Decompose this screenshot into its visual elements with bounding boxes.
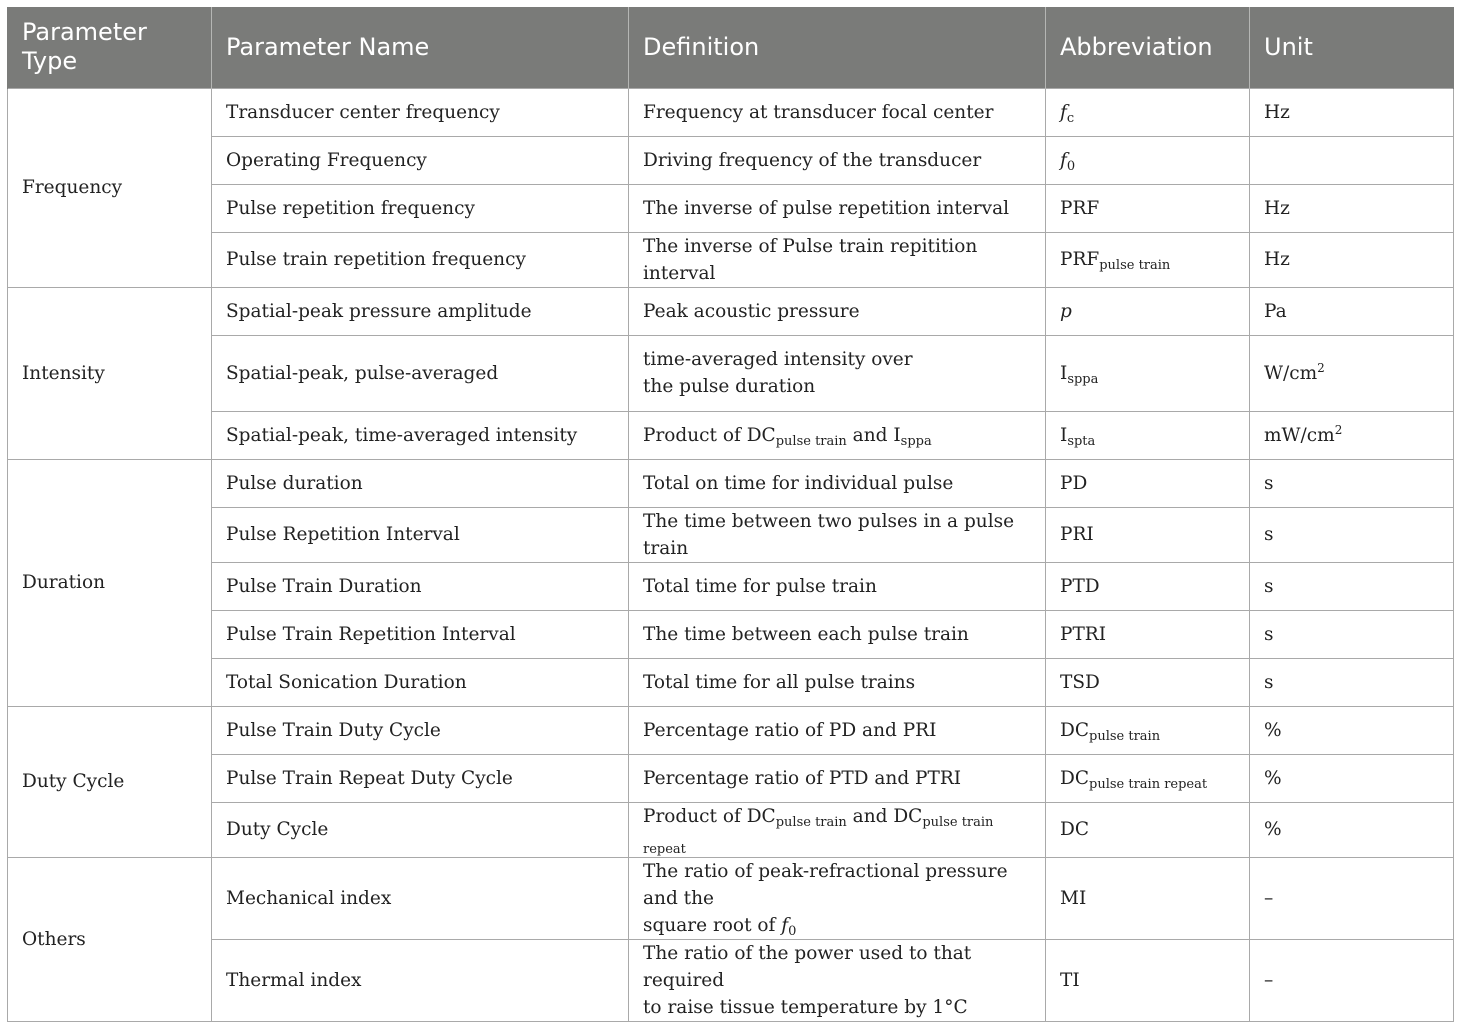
abbr-sub: sppa bbox=[1067, 371, 1099, 387]
parameter-table-container bbox=[7, 7, 1453, 1022]
definition: The inverse of pulse repetition interval bbox=[629, 184, 1046, 232]
abbr-main: p bbox=[1060, 300, 1072, 322]
unit-sup: 2 bbox=[1317, 360, 1325, 375]
definition: The inverse of Pulse train repitition interval bbox=[629, 232, 1046, 287]
abbreviation: PD bbox=[1046, 459, 1250, 507]
header-row bbox=[8, 7, 1454, 88]
parameter-name: Pulse repetition frequency bbox=[212, 184, 629, 232]
definition: The time between each pulse train bbox=[629, 610, 1046, 658]
definition: Frequency at transducer focal center bbox=[629, 88, 1046, 136]
abbreviation: PRI bbox=[1046, 507, 1250, 562]
table-row bbox=[8, 411, 1454, 459]
parameter-name: Duty Cycle bbox=[212, 802, 629, 857]
definition: Driving frequency of the transducer bbox=[629, 136, 1046, 184]
table-row bbox=[8, 857, 1454, 939]
unit: s bbox=[1250, 459, 1454, 507]
table-row bbox=[8, 287, 1454, 335]
parameter-name: Pulse Train Duty Cycle bbox=[212, 706, 629, 754]
definition-sub: pulse train bbox=[775, 433, 847, 449]
header-definition: Definition bbox=[629, 7, 1046, 88]
definition-line: to raise tissue temperature by 1°C bbox=[643, 996, 968, 1018]
table-row bbox=[8, 335, 1454, 411]
abbreviation: DC bbox=[1046, 802, 1250, 857]
header-abbreviation: Abbreviation bbox=[1046, 7, 1250, 88]
parameter-name: Pulse Train Repetition Interval bbox=[212, 610, 629, 658]
parameter-name: Spatial-peak pressure amplitude bbox=[212, 287, 629, 335]
header-parameter-type: Parameter Type bbox=[8, 7, 212, 88]
abbr-main: DC bbox=[1060, 767, 1089, 789]
abbreviation: TSD bbox=[1046, 658, 1250, 706]
definition-line: The ratio of the power used to that required bbox=[643, 942, 972, 991]
abbreviation bbox=[1046, 754, 1250, 802]
abbr-main: PRF bbox=[1060, 249, 1100, 270]
parameter-name: Pulse Train Repeat Duty Cycle bbox=[212, 754, 629, 802]
definition-var: f bbox=[781, 914, 789, 936]
definition bbox=[629, 939, 1046, 1021]
group-duty-cycle: Duty Cycle bbox=[8, 706, 212, 857]
definition bbox=[629, 857, 1046, 939]
abbr-sub: c bbox=[1066, 110, 1075, 126]
table-row bbox=[8, 507, 1454, 562]
parameter-name: Transducer center frequency bbox=[212, 88, 629, 136]
definition: Total on time for individual pulse bbox=[629, 459, 1046, 507]
unit: s bbox=[1250, 658, 1454, 706]
parameter-name: Spatial-peak, pulse-averaged bbox=[212, 335, 629, 411]
definition-part: and DC bbox=[846, 805, 923, 827]
definition bbox=[629, 802, 1046, 857]
table-row bbox=[8, 136, 1454, 184]
definition-line: square root of bbox=[643, 914, 782, 936]
definition-part: Product of DC bbox=[643, 424, 776, 446]
definition: Total time for pulse train bbox=[629, 562, 1046, 610]
definition-sub: pulse train repeat bbox=[643, 814, 994, 857]
table-row bbox=[8, 562, 1454, 610]
unit-main: W/cm bbox=[1264, 362, 1318, 384]
table-row bbox=[8, 184, 1454, 232]
parameter-table bbox=[7, 7, 1454, 1022]
unit: % bbox=[1250, 754, 1454, 802]
definition bbox=[629, 411, 1046, 459]
abbreviation bbox=[1046, 411, 1250, 459]
parameter-name: Thermal index bbox=[212, 939, 629, 1021]
table-row bbox=[8, 939, 1454, 1021]
definition: Peak acoustic pressure bbox=[629, 287, 1046, 335]
definition-part: Product of DC bbox=[643, 805, 776, 827]
unit: Hz bbox=[1250, 184, 1454, 232]
table-row bbox=[8, 754, 1454, 802]
definition: Total time for all pulse trains bbox=[629, 658, 1046, 706]
abbr-main: DC bbox=[1060, 719, 1089, 741]
header-parameter-name: Parameter Name bbox=[212, 7, 629, 88]
abbreviation bbox=[1046, 88, 1250, 136]
table-row bbox=[8, 88, 1454, 136]
unit: s bbox=[1250, 562, 1454, 610]
definition-sub: 0 bbox=[788, 923, 797, 939]
definition-sub: pulse train bbox=[775, 814, 847, 830]
table-row bbox=[8, 610, 1454, 658]
parameter-name: Pulse duration bbox=[212, 459, 629, 507]
definition-sub: sppa bbox=[900, 433, 932, 449]
unit: s bbox=[1250, 507, 1454, 562]
abbr-sub: pulse train bbox=[1089, 728, 1161, 744]
group-duration: Duration bbox=[8, 459, 212, 706]
table-row bbox=[8, 706, 1454, 754]
unit bbox=[1250, 411, 1454, 459]
abbreviation bbox=[1046, 706, 1250, 754]
header-unit: Unit bbox=[1250, 7, 1454, 88]
abbreviation: PTD bbox=[1046, 562, 1250, 610]
group-frequency: Frequency bbox=[8, 88, 212, 287]
abbreviation bbox=[1046, 136, 1250, 184]
unit: s bbox=[1250, 610, 1454, 658]
unit: Hz bbox=[1250, 88, 1454, 136]
abbr-main: f bbox=[1060, 149, 1067, 171]
table-row bbox=[8, 802, 1454, 857]
parameter-name: Pulse Train Duration bbox=[212, 562, 629, 610]
table-row bbox=[8, 232, 1454, 287]
definition-line: The ratio of peak-refractional pressure and the bbox=[643, 860, 1008, 909]
parameter-name: Operating Frequency bbox=[212, 136, 629, 184]
definition-part: and I bbox=[846, 424, 901, 446]
table-row bbox=[8, 658, 1454, 706]
unit: – bbox=[1250, 939, 1454, 1021]
unit bbox=[1250, 136, 1454, 184]
parameter-name: Mechanical index bbox=[212, 857, 629, 939]
unit: Hz bbox=[1250, 232, 1454, 287]
definition bbox=[629, 335, 1046, 411]
parameter-name: Pulse Repetition Interval bbox=[212, 507, 629, 562]
unit: % bbox=[1250, 706, 1454, 754]
abbreviation: TI bbox=[1046, 939, 1250, 1021]
abbreviation: MI bbox=[1046, 857, 1250, 939]
abbreviation bbox=[1046, 287, 1250, 335]
abbreviation bbox=[1046, 232, 1250, 287]
table-row bbox=[8, 459, 1454, 507]
unit-main: mW/cm bbox=[1264, 424, 1335, 446]
abbr-sub: spta bbox=[1067, 433, 1096, 449]
abbreviation bbox=[1046, 335, 1250, 411]
definition: Percentage ratio of PD and PRI bbox=[629, 706, 1046, 754]
group-others: Others bbox=[8, 857, 212, 1021]
definition-text: time-averaged intensity over the pulse duration bbox=[643, 349, 913, 397]
unit: Pa bbox=[1250, 287, 1454, 335]
definition: The time between two pulses in a pulse train bbox=[629, 507, 1046, 562]
abbr-sub: 0 bbox=[1066, 158, 1076, 174]
abbr-sub: pulse train repeat bbox=[1089, 776, 1208, 792]
abbreviation: PRF bbox=[1046, 184, 1250, 232]
abbr-main: I bbox=[1060, 424, 1068, 446]
parameter-name: Total Sonication Duration bbox=[212, 658, 629, 706]
unit: % bbox=[1250, 802, 1454, 857]
unit bbox=[1250, 335, 1454, 411]
unit-sup: 2 bbox=[1334, 422, 1343, 437]
abbr-main: I bbox=[1060, 362, 1068, 384]
abbr-main: f bbox=[1060, 101, 1067, 123]
parameter-name: Spatial-peak, time-averaged intensity bbox=[212, 411, 629, 459]
abbr-sub: pulse train bbox=[1099, 258, 1171, 273]
group-intensity: Intensity bbox=[8, 287, 212, 459]
definition: Percentage ratio of PTD and PTRI bbox=[629, 754, 1046, 802]
abbreviation: PTRI bbox=[1046, 610, 1250, 658]
parameter-name: Pulse train repetition frequency bbox=[212, 232, 629, 287]
unit: – bbox=[1250, 857, 1454, 939]
